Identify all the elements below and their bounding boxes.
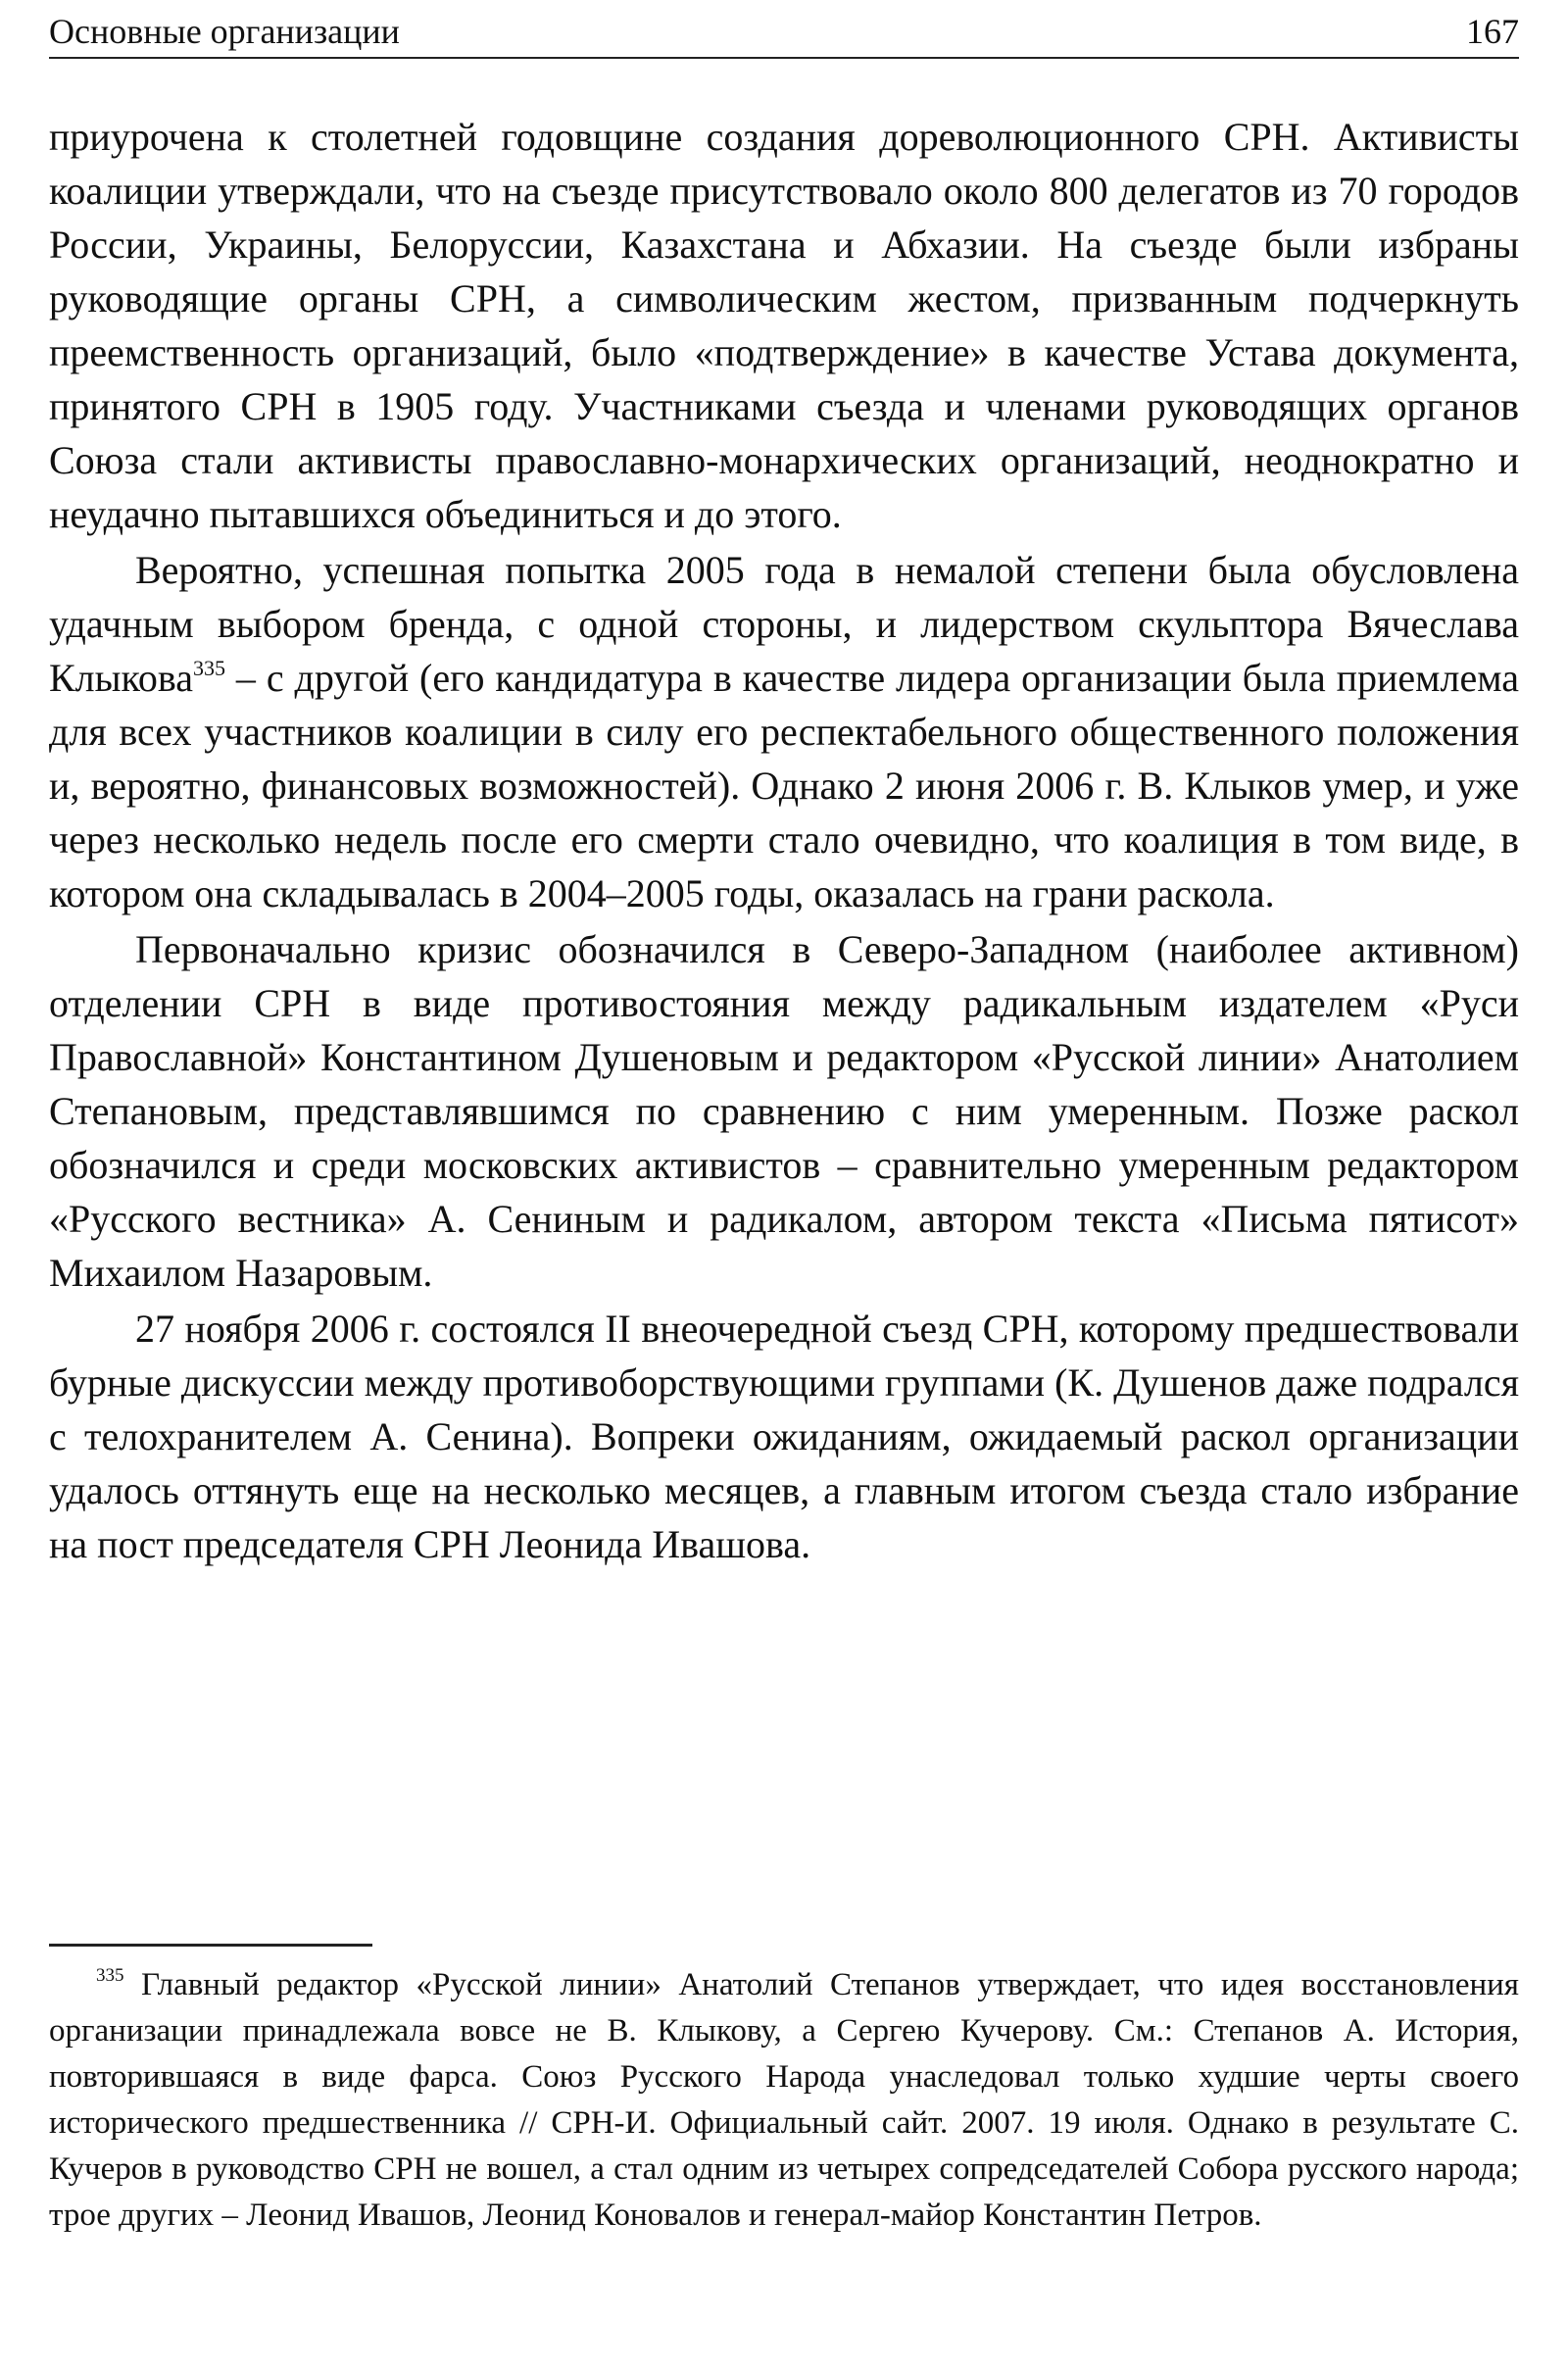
body-text [49,110,1519,1571]
paragraph-2 [49,543,1519,920]
running-header [49,6,1519,59]
book-page [49,0,1519,2370]
paragraph-3: Первоначально кризис обозначился в Северо-Западном (наиболее активном) отделении СРН в виде противостояния между радикальным издателем «Руси Православной» Константином Душеновым и редактором «Русской линии» Анатолием Степановым, представлявшимся по сравнению с ним умеренным. Позже раскол обозначился и среди московских активистов – сравнительно умеренным редактором «Русского вестника» А. Сениным и радикалом, автором текста «Письма пятисот» Михаилом Назаровым. [49,927,1519,1295]
paragraph-4: 27 ноября 2006 г. состоялся II внеочередной съезд СРН, которому предшествовали бурные дискуссии между противоборствующими группами (К. Душенов даже подрался с телохранителем А. Сенина). Вопреки ожиданиям, ожидаемый раскол организации удалось оттянуть еще на несколько месяцев, а главным итогом съезда стало избрание на пост председателя СРН Леонида Ивашова. [49,1307,1519,1566]
paragraph-2-text-after: – с другой (его кандидатура в качестве лидера организации была приемлема для всех участников коалиции в силу его респектабельного общественного положения и, вероятно, финансовых возможностей). Однако 2 июня 2006 г. В. Клыков умер, и уже через несколько недель после его смерти стало очевидно, что коалиция в том виде, в котором она складывалась в 2004–2005 годы, оказалась на грани раскола. [49,656,1519,915]
footnote-divider [49,1944,372,1947]
paragraph-2-text-before: Вероятно, успешная попытка 2005 года в немалой степени была обусловлена удачным выбором бренда, с одной стороны, и лидерством скульптора Вячеслава Клыкова [49,548,1519,700]
page-number: 167 [1466,12,1519,51]
footnote [49,1962,1519,2239]
footnote-number: 335 [96,1965,124,1986]
section-title: Основные организации [49,12,400,51]
footnote-reference[interactable]: 335 [193,656,226,680]
footnote-text: Главный редактор «Русской линии» Анатолий Степанов утверждает, что идея восстановления организации принадлежала вовсе не В. Клыкову, а Сергею Кучерову. См.: Степанов А. История, повторившаяся в виде фарса. Союз Русского Народа унаследовал только худшие черты своего исторического предшественника // СРН-И. Официальный сайт. 2007. 19 июля. Однако в результате С. Кучеров в руководство СРН не вошел, а стал одним из четырех сопредседателей Собора русского народа; трое других – Леонид Ивашов, Леонид Коновалов и генерал-майор Константин Петров. [49,1967,1519,2233]
paragraph-1: приурочена к столетней годовщине создания дореволюционного СРН. Активисты коалиции утверждали, что на съезде присутствовало около 800 делегатов из 70 городов России, Украины, Белоруссии, Казахстана и Абхазии. На съезде были избраны руководящие органы СРН, а символическим жестом, призванным подчеркнуть преемственность организаций, было «подтверждение» в качестве Устава документа, принятого СРН в 1905 году. Участниками съезда и членами руководящих органов Союза стали активисты православно-монархических организаций, неоднократно и неудачно пытавшихся объединиться и до этого. [49,115,1519,536]
